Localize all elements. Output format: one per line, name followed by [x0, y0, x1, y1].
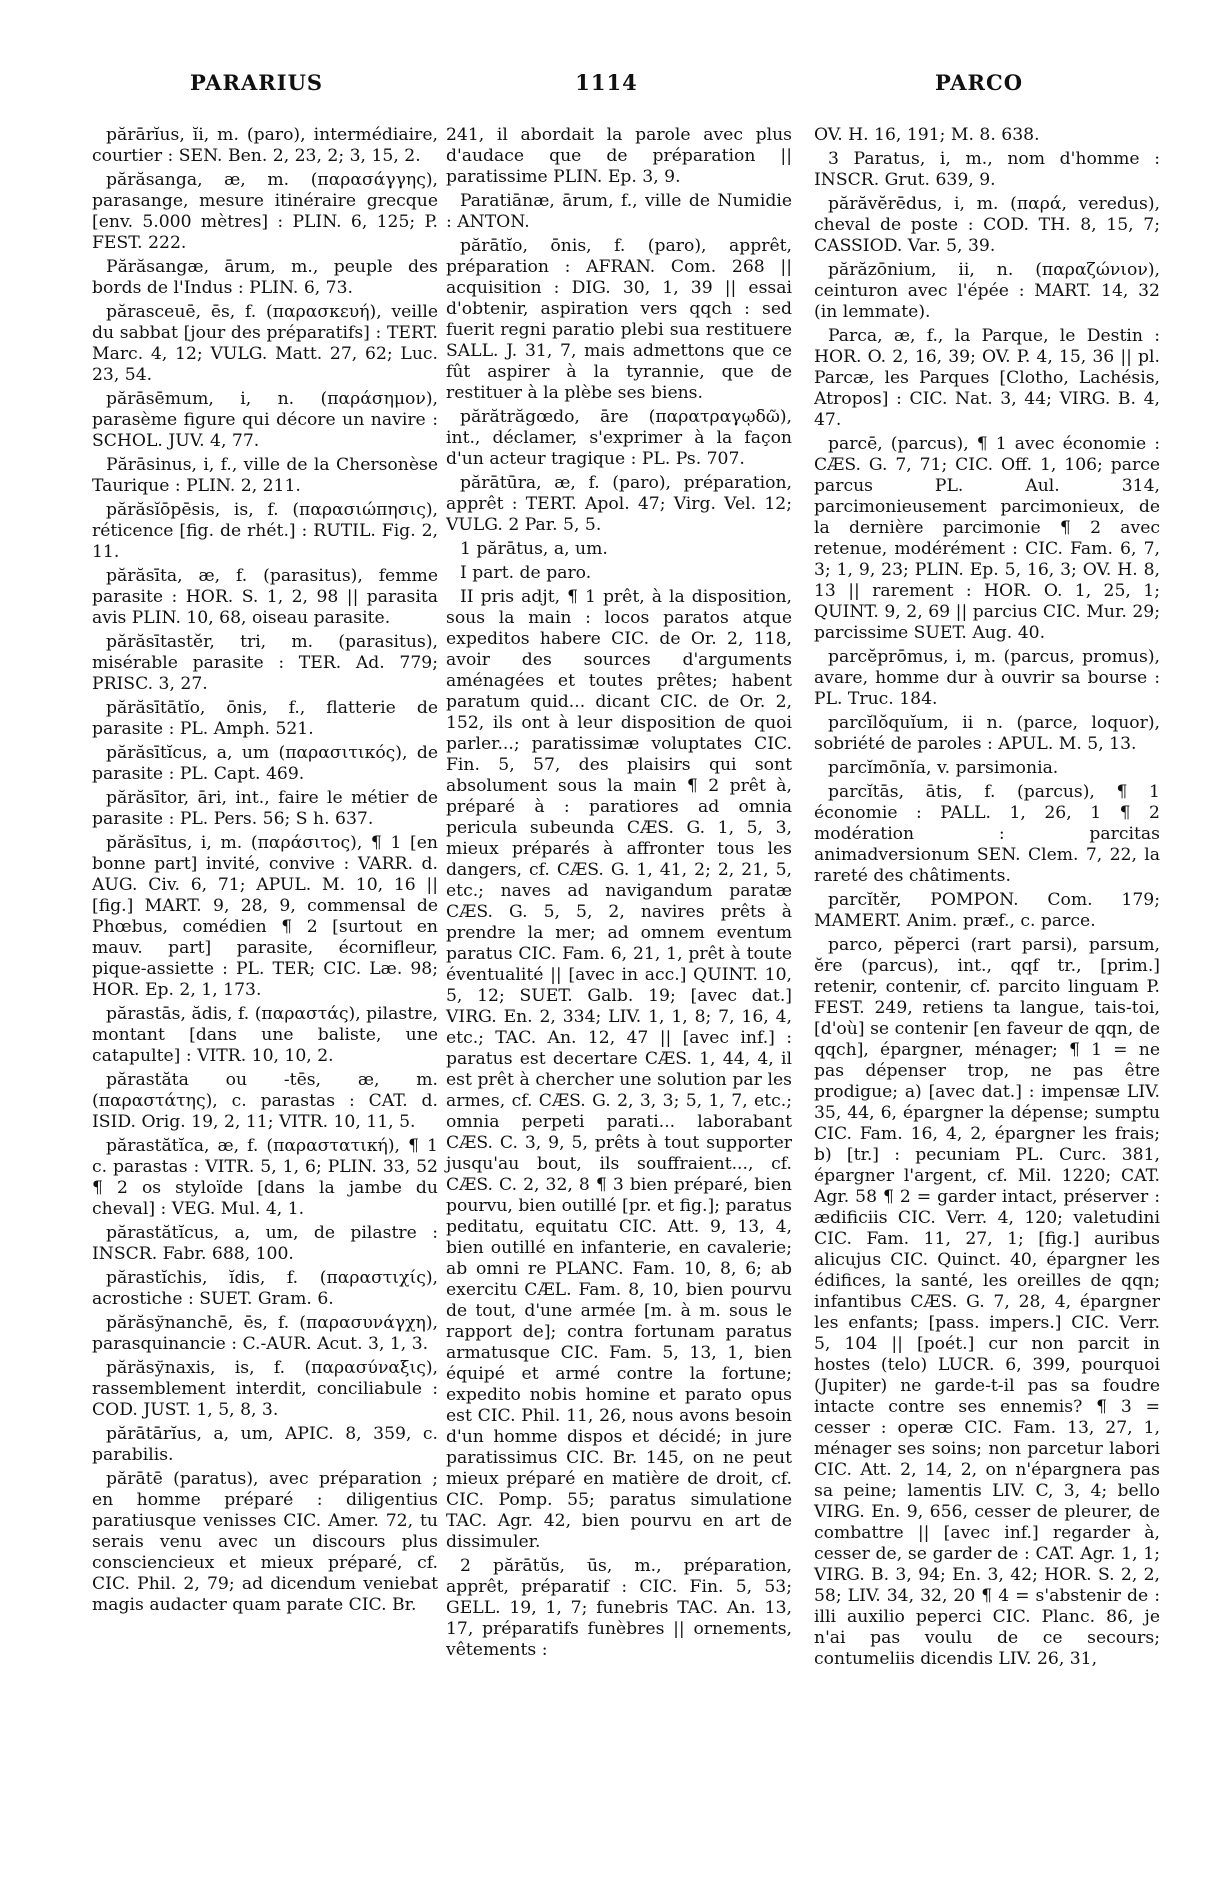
dictionary-entry: parcĭmōnĭa, v. parsimonia. — [828, 758, 1059, 778]
dictionary-entry-continuation: OV. H. 16, 191; M. 8. 638. — [814, 125, 1040, 145]
dictionary-entry: părăsītus, i, m. (παράσιτος), ¶ 1 [en bonne part] invité, convive : VARR. d. AUG. Civ. 6, 71; APUL. M. 10, 16 || [fig.] MART. 9, 28, 9, commensal de Phœbus, comédien ¶ 2 [surtout en mauv. part] parasite, écornifleur, pique-assiette : PL. TER; CIC. Læ. 98; HOR. Ep. 2, 1, 173. — [92, 833, 438, 1000]
dictionary-entry: 3 Paratus, i, m., nom d'homme : INSCR. Grut. 639, 9. — [814, 149, 1160, 190]
dictionary-entry: 2 părātŭs, ūs, m., préparation, apprêt, préparatif : CIC. Fin. 5, 53; GELL. 19, 1, 7; funebris TAC. An. 13, 17, préparatifs funèbres || ornements, vêtements : — [446, 1556, 792, 1660]
dictionary-entry: Parca, æ, f., la Parque, le Destin : HOR. O. 2, 16, 39; OV. P. 4, 15, 36 || pl. Parcæ, les Parques [Clotho, Lachésis, Atropos] : CIC. Nat. 3, 44; VIRG. B. 4, 47. — [814, 326, 1160, 430]
dictionary-entry: 1 părātus, a, um. — [460, 539, 608, 559]
dictionary-entry: părăzōnium, ii, n. (παραζώνιον), ceinturon avec l'épée : MART. 14, 32 (in lemmate). — [814, 260, 1160, 322]
dictionary-entry: părastătĭcus, a, um, de pilastre : INSCR. Fabr. 688, 100. — [92, 1223, 438, 1264]
dictionary-entry: I part. de paro. — [460, 563, 592, 583]
dictionary-entry: parcē, (parcus), ¶ 1 avec économie : CÆS. G. 7, 71; CIC. Off. 1, 106; parce parcus PL. Aul. 314, parcimonieusement parcimonieux, de la dernière parcimonie ¶ 2 avec retenue, modérément : CIC. Fam. 6, 7, 3; 1, 9, 23; PLIN. Ep. 5, 16, 3; OV. H. 8, 13 || rarement : HOR. O. 1, 25, 1; QUINT. 9, 2, 69 || parcius CIC. Mur. 29; parcissime SUET. Aug. 40. — [814, 434, 1160, 643]
dictionary-entry: părăsītĭcus, a, um (παρασιτικός), de parasite : PL. Capt. 469. — [92, 743, 438, 784]
page-number: 1114 — [575, 70, 638, 95]
dictionary-entry: Părăsangæ, ārum, m., peuple des bords de l'Indus : PLIN. 6, 73. — [92, 257, 438, 298]
dictionary-entry: părăvĕrēdus, i, m. (παρά, veredus), cheval de poste : COD. TH. 8, 15, 7; CASSIOD. Var. 5, 39. — [814, 194, 1160, 256]
dictionary-entry: parcĭtĕr, POMPON. Com. 179; MAMERT. Anim. præf., c. parce. — [814, 890, 1160, 931]
dictionary-entry: părātē (paratus), avec préparation ; en homme préparé : diligentius paratiusque venisses CIC. Amer. 72, tu serais venu avec un discours plus consciencieux et mieux préparé, cf. CIC. Phil. 2, 79; ad dicendum veniebat magis audacter quam parate CIC. Br. — [92, 1469, 438, 1615]
dictionary-entry: parcĕprōmus, i, m. (parcus, promus), avare, homme dur à ouvrir sa bourse : PL. Truc. 184. — [814, 647, 1160, 709]
header-last-headword: PARCO — [934, 70, 1023, 95]
dictionary-entry: părastătĭca, æ, f. (παραστατική), ¶ 1 c. parastas : VITR. 5, 1, 6; PLIN. 33, 52 ¶ 2 os styloïde [dans la jambe du cheval] : VEG. Mul. 4, 1. — [92, 1136, 438, 1219]
dictionary-entry: părătrăgœdo, āre (παρατραγῳδῶ), int., déclamer, s'exprimer à la façon d'un acteur tragique : PL. Ps. 707. — [446, 407, 792, 469]
dictionary-entry: părăsītātĭo, ōnis, f., flatterie de parasite : PL. Amph. 521. — [92, 698, 438, 739]
dictionary-entry: părārĭus, ĭi, m. (paro), intermédiaire, courtier : SEN. Ben. 2, 23, 2; 3, 15, 2. — [92, 125, 438, 166]
dictionary-entry: parcĭtās, ātis, f. (parcus), ¶ 1 économie : PALL. 1, 26, 1 ¶ 2 modération : parcitas animadversionum SEN. Clem. 7, 22, la rareté des châtiments. — [814, 782, 1160, 886]
dictionary-entry: părāsēmum, i, n. (παράσημον), parasème figure qui décore un navire : SCHOL. JUV. 4, 77. — [92, 389, 438, 451]
dictionary-entry: părăsĭōpēsis, is, f. (παρασιώπησις), réticence [fig. de rhét.] : RUTIL. Fig. 2, 11. — [92, 500, 438, 562]
dictionary-entry-continuation: 241, il abordait la parole avec plus d'audace que de préparation || paratissime PLIN. Ep. 3, 9. — [446, 125, 792, 187]
dictionary-entry: părasceuē, ēs, f. (παρασκευή), veille du sabbat [jour des préparatifs] : TERT. Marc. 4, 12; VULG. Matt. 27, 62; Luc. 23, 54. — [92, 302, 438, 385]
dictionary-entry: parcĭlŏquĭum, ii n. (parce, loquor), sobriété de paroles : APUL. M. 5, 13. — [814, 713, 1160, 754]
dictionary-entry: părastăta ou -tēs, æ, m. (παραστάτης), c. parastas : CAT. d. ISID. Orig. 19, 2, 11; VITR. 10, 11, 5. — [92, 1070, 438, 1132]
dictionary-entry: părātūra, æ, f. (paro), préparation, apprêt : TERT. Apol. 47; Virg. Vel. 12; VULG. 2 Par. 5, 5. — [446, 473, 792, 535]
dictionary-entry: parco, pĕperci (rart parsi), parsum, ĕre (parcus), int., qqf tr., [prim.] retenir, contenir, cf. parcito linguam P. FEST. 249, retiens ta langue, tais-toi, [d'où] se contenir [en faveur de qqn, de qqch], épargner, ménager; ¶ 1 = ne pas dépenser trop, ne pas être prodigue; a) [avec dat.] : impensæ LIV. 35, 44, 6, épargner la dépense; sumptu CIC. Fam. 16, 4, 2, épargner les frais; b) [tr.] : pecuniam PL. Curc. 381, épargner l'argent, cf. Mil. 1220; CAT. Agr. 58 ¶ 2 = garder intact, préserver : ædificiis CIC. Verr. 4, 120; valetudini CIC. Fam. 11, 27, 1; [fig.] auribus alicujus CIC. Quinct. 40, épargner les édifices, la santé, les oreilles de qqn; infantibus CÆS. G. 7, 28, 4, épargner les enfants; [pass. impers.] CIC. Verr. 5, 104 || [poét.] cur non parcit in hostes (telo) LUCR. 6, 399, pourquoi (Jupiter) ne garde-t-il pas sa foudre intacte contre ses ennemis? ¶ 3 = cesser : operæ CIC. Fam. 13, 27, 1, ménager ses soins; non parcetur labori CIC. Att. 2, 14, 2, on n'épargnera pas sa peine; lamentis LIV. C, 3, 4; bello VIRG. En. 9, 656, cesser de pleurer, de combattre || [avec inf.] regarder à, cesser de, se garder de : CAT. Agr. 1, 1; VIRG. B. 3, 94; En. 3, 42; HOR. S. 2, 2, 58; LIV. 34, 32, 20 ¶ 4 = s'abstenir de : illi auxilio peperci CIC. Planc. 86, je n'ai pas voulu de ce secours; contumeliis dicendis LIV. 26, 31, — [814, 935, 1160, 1669]
running-header — [0, 70, 1213, 106]
dictionary-entry: părātĭo, ōnis, f. (paro), apprêt, préparation : AFRAN. Com. 268 || acquisition : DIG. 30, 1, 39 || essai d'obtenir, aspiration vers qqch : sed fuerit regni paratio plebi sua restituere SALL. J. 31, 7, mais admettons que ce fût aspirer à la tyrannie, que de restituer à la plèbe ses biens. — [446, 236, 792, 403]
dictionary-entry: părăsўnanchē, ēs, f. (παρασυνάγχη), parasquinancie : C.-AUR. Acut. 3, 1, 3. — [92, 1313, 438, 1354]
dictionary-entry: Părāsinus, i, f., ville de la Chersonèse Taurique : PLIN. 2, 211. — [92, 455, 438, 496]
column-1 — [92, 125, 438, 1619]
dictionary-entry: părăsīta, æ, f. (parasitus), femme parasite : HOR. S. 1, 2, 98 || parasita avis PLIN. 10, 68, oiseau parasite. — [92, 566, 438, 628]
dictionary-entry: II pris adjt, ¶ 1 prêt, à la disposition, sous la main : locos paratos atque expeditos habere CIC. de Or. 2, 118, avoir des sources d'arguments aménagées et toutes prêtes; habent paratum quid... dicant CIC. de Or. 2, 152, ils ont à leur disposition de quoi parler...; paratissimæ voluptates CIC. Fin. 5, 57, des plaisirs qui sont absolument sous la main ¶ 2 prêt à, préparé à : paratiores ad omnia pericula subeunda CÆS. G. 1, 5, 3, mieux préparés à affronter tous les dangers, cf. CÆS. G. 1, 41, 2; 2, 21, 5, etc.; naves ad navigandum paratæ CÆS. G. 5, 5, 2, navires prêts à prendre la mer; ad omnem eventum paratus CIC. Fam. 6, 21, 1, prêt à toute éventualité || [avec in acc.] QUINT. 10, 5, 12; SUET. Galb. 19; [avec dat.] VIRG. En. 2, 334; LIV. 1, 1, 8; 7, 16, 4, etc.; TAC. An. 12, 47 || [avec inf.] : paratus est decertare CÆS. 1, 44, 4, il est prêt à chercher une solution par les armes, cf. CÆS. G. 2, 3, 3; 5, 1, 7, etc.; omnia perpeti parati... laborabant CÆS. C. 3, 9, 5, prêts à tout supporter jusqu'au bout, ils souffraient..., cf. CÆS. C. 2, 32, 8 ¶ 3 bien préparé, bien pourvu, bien outillé [pr. et fig.]; paratus peditatu, equitatu CIC. Att. 9, 13, 4, bien outillé en infanterie, en cavalerie; ab omni re PLANC. Fam. 10, 8, 6; ab exercitu CÆL. Fam. 8, 10, bien pourvu de tout, d'une armée [m. à m. sous le rapport de]; contra fortunam paratus armatusque CIC. Fam. 5, 13, 1, bien équipé et armé contre la fortune; expedito nobis homine et parato opus est CIC. Phil. 11, 26, nous avons besoin d'un homme dispos et décidé; in jure paratissimus CIC. Br. 145, on ne peut mieux préparé en matière de droit, cf. CIC. Pomp. 55; paratus simulatione TAC. Agr. 42, bien pourvu en art de dissimuler. — [446, 587, 792, 1552]
dictionary-entry: părastĭchis, ĭdis, f. (παραστιχίς), acrostiche : SUET. Gram. 6. — [92, 1268, 438, 1309]
dictionary-entry: părăsītastĕr, tri, m. (parasitus), misérable parasite : TER. Ad. 779; PRISC. 3, 27. — [92, 632, 438, 694]
dictionary-entry: părăsītor, āri, int., faire le métier de parasite : PL. Pers. 56; S h. 637. — [92, 788, 438, 829]
dictionary-entry: părăsanga, æ, m. (παρασάγγης), parasange, mesure itinéraire grecque [env. 5.000 mètres] : PLIN. 6, 125; P. FEST. 222. — [92, 170, 438, 253]
dictionary-entry: părastās, ădis, f. (παραστάς), pilastre, montant [dans une baliste, une catapulte] : VITR. 10, 10, 2. — [92, 1004, 438, 1066]
dictionary-entry: Paratiānæ, ārum, f., ville de Numidie : ANTON. — [446, 191, 792, 232]
dictionary-entry: părăsўnaxis, is, f. (παρασύναξις), rassemblement interdit, conciliabule : COD. JUST. 1, 5, 8, 3. — [92, 1358, 438, 1420]
column-2 — [446, 125, 792, 1664]
dictionary-entry: părātārĭus, a, um, APIC. 8, 359, c. parabilis. — [92, 1424, 438, 1465]
column-3 — [814, 125, 1160, 1673]
header-first-headword: PARARIUS — [190, 70, 324, 95]
